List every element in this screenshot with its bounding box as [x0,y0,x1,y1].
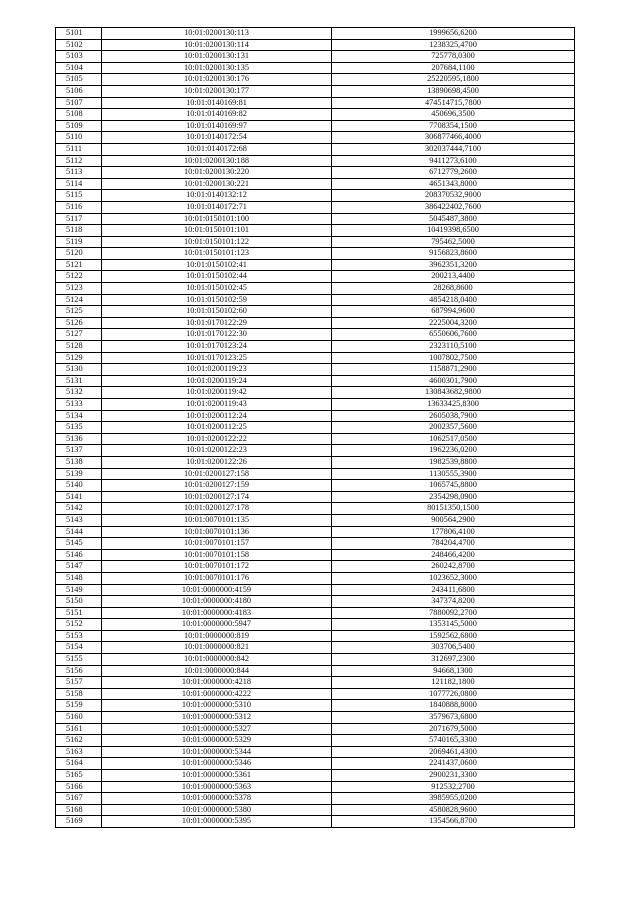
table-row [56,85,575,97]
value-cell: 4854218,0400 [332,294,575,306]
value-cell: 3985955,0200 [332,793,575,805]
row-number-cell: 5159 [56,700,102,712]
value-cell: 28268,8600 [332,283,575,295]
table-row [56,642,575,654]
value-cell: 1077726,0800 [332,688,575,700]
value-cell: 1238325,4700 [332,39,575,51]
cadastral-number-cell: 10:01:0150102:59 [102,294,332,306]
row-number-cell: 5102 [56,39,102,51]
value-cell: 94668,1300 [332,665,575,677]
table-row [56,758,575,770]
row-number-cell: 5151 [56,607,102,619]
table-row [56,259,575,271]
value-cell: 177806,4100 [332,526,575,538]
cadastral-number-cell: 10:01:0000000:5312 [102,712,332,724]
value-cell: 260242,8700 [332,561,575,573]
value-cell: 13633425,8300 [332,399,575,411]
table-row [56,549,575,561]
value-cell: 1065745,8800 [332,480,575,492]
row-number-cell: 5158 [56,688,102,700]
table-row [56,132,575,144]
cadastral-number-cell: 10:01:0200127:178 [102,503,332,515]
cadastral-number-cell: 10:01:0200130:220 [102,167,332,179]
cadastral-number-cell: 10:01:0150102:41 [102,259,332,271]
table-row [56,329,575,341]
row-number-cell: 5150 [56,596,102,608]
row-number-cell: 5160 [56,712,102,724]
cadastral-number-cell: 10:01:0140172:54 [102,132,332,144]
table-row [56,387,575,399]
table-row [56,526,575,538]
cadastral-number-cell: 10:01:0200119:23 [102,364,332,376]
cadastral-number-cell: 10:01:0150102:60 [102,306,332,318]
value-cell: 4580828,9600 [332,804,575,816]
table-row [56,433,575,445]
table-row [56,584,575,596]
table-row [56,109,575,121]
value-cell: 5740165,3300 [332,735,575,747]
table-row [56,514,575,526]
cadastral-number-cell: 10:01:0200130:221 [102,178,332,190]
row-number-cell: 5155 [56,654,102,666]
cadastral-number-cell: 10:01:0200130:114 [102,39,332,51]
cadastral-number-cell: 10:01:0000000:4222 [102,688,332,700]
table-row [56,700,575,712]
value-cell: 312697,2300 [332,654,575,666]
row-number-cell: 5148 [56,572,102,584]
cadastral-number-cell: 10:01:0200130:135 [102,62,332,74]
cadastral-number-cell: 10:01:0000000:5327 [102,723,332,735]
row-number-cell: 5141 [56,491,102,503]
table-row [56,167,575,179]
table-row [56,561,575,573]
cadastral-number-cell: 10:01:0200130:131 [102,51,332,63]
row-number-cell: 5133 [56,399,102,411]
table-row [56,491,575,503]
row-number-cell: 5122 [56,271,102,283]
value-cell: 450696,3500 [332,109,575,121]
row-number-cell: 5114 [56,178,102,190]
table-row [56,283,575,295]
value-cell: 1007802,7500 [332,352,575,364]
table-row [56,352,575,364]
cadastral-number-cell: 10:01:0170123:24 [102,341,332,353]
row-number-cell: 5144 [56,526,102,538]
row-number-cell: 5106 [56,85,102,97]
value-cell: 1354566,8700 [332,816,575,828]
value-cell: 2323110,5100 [332,341,575,353]
row-number-cell: 5111 [56,143,102,155]
cadastral-number-cell: 10:01:0000000:4159 [102,584,332,596]
row-number-cell: 5125 [56,306,102,318]
row-number-cell: 5156 [56,665,102,677]
row-number-cell: 5119 [56,236,102,248]
table-row [56,97,575,109]
cadastral-number-cell: 10:01:0200122:22 [102,433,332,445]
row-number-cell: 5140 [56,480,102,492]
row-number-cell: 5152 [56,619,102,631]
value-cell: 1962236,0200 [332,445,575,457]
table-row [56,155,575,167]
table-row [56,375,575,387]
cadastral-number-cell: 10:01:0200122:23 [102,445,332,457]
row-number-cell: 5169 [56,816,102,828]
value-cell: 130843682,9800 [332,387,575,399]
value-cell: 1023652,3000 [332,572,575,584]
value-cell: 1353145,5000 [332,619,575,631]
table-row [56,271,575,283]
cadastral-number-cell: 10:01:0000000:5380 [102,804,332,816]
value-cell: 795462,5000 [332,236,575,248]
row-number-cell: 5126 [56,317,102,329]
value-cell: 3579673,6800 [332,712,575,724]
cadastral-number-cell: 10:01:0000000:842 [102,654,332,666]
table-row [56,619,575,631]
row-number-cell: 5153 [56,630,102,642]
cadastral-value-table [55,27,575,828]
cadastral-number-cell: 10:01:0140169:81 [102,97,332,109]
cadastral-number-cell: 10:01:0140169:97 [102,120,332,132]
value-cell: 4651343,8000 [332,178,575,190]
table-row [56,781,575,793]
cadastral-number-cell: 10:01:0150102:45 [102,283,332,295]
value-cell: 6550606,7600 [332,329,575,341]
value-cell: 10419398,6500 [332,225,575,237]
value-cell: 9156823,8600 [332,248,575,260]
cadastral-number-cell: 10:01:0000000:4183 [102,607,332,619]
value-cell: 2002357,5600 [332,422,575,434]
row-number-cell: 5145 [56,538,102,550]
row-number-cell: 5164 [56,758,102,770]
value-cell: 1840888,8000 [332,700,575,712]
table-row [56,364,575,376]
cadastral-number-cell: 10:01:0200112:24 [102,410,332,422]
row-number-cell: 5168 [56,804,102,816]
cadastral-number-cell: 10:01:0150101:122 [102,236,332,248]
cadastral-number-cell: 10:01:0000000:5363 [102,781,332,793]
table-row [56,677,575,689]
row-number-cell: 5157 [56,677,102,689]
value-cell: 1982539,8800 [332,456,575,468]
row-number-cell: 5128 [56,341,102,353]
cadastral-number-cell: 10:01:0000000:821 [102,642,332,654]
row-number-cell: 5124 [56,294,102,306]
value-cell: 1158871,2900 [332,364,575,376]
value-cell: 306877466,4000 [332,132,575,144]
value-cell: 347374,8200 [332,596,575,608]
table-row [56,816,575,828]
value-cell: 200213,4400 [332,271,575,283]
row-number-cell: 5103 [56,51,102,63]
cadastral-number-cell: 10:01:0200119:24 [102,375,332,387]
row-number-cell: 5131 [56,375,102,387]
table-row [56,399,575,411]
row-number-cell: 5123 [56,283,102,295]
table-row [56,607,575,619]
value-cell: 121182,1800 [332,677,575,689]
table-row [56,480,575,492]
table-row [56,422,575,434]
row-number-cell: 5117 [56,213,102,225]
table-row [56,62,575,74]
cadastral-number-cell: 10:01:0070101:172 [102,561,332,573]
table-row [56,630,575,642]
row-number-cell: 5167 [56,793,102,805]
table-row [56,665,575,677]
row-number-cell: 5108 [56,109,102,121]
value-cell: 4600301,7900 [332,375,575,387]
cadastral-number-cell: 10:01:0000000:5378 [102,793,332,805]
cadastral-number-cell: 10:01:0200122:26 [102,456,332,468]
value-cell: 3962351,3200 [332,259,575,271]
value-cell: 1592562,6800 [332,630,575,642]
cadastral-number-cell: 10:01:0200130:188 [102,155,332,167]
value-cell: 900564,2900 [332,514,575,526]
table-row [56,178,575,190]
cadastral-number-cell: 10:01:0000000:4218 [102,677,332,689]
row-number-cell: 5118 [56,225,102,237]
table-row [56,225,575,237]
cadastral-number-cell: 10:01:0200127:158 [102,468,332,480]
cadastral-number-cell: 10:01:0170122:29 [102,317,332,329]
cadastral-number-cell: 10:01:0170123:25 [102,352,332,364]
value-cell: 303706,5400 [332,642,575,654]
value-cell: 1130555,3900 [332,468,575,480]
row-number-cell: 5137 [56,445,102,457]
table-row [56,445,575,457]
value-cell: 7880092,2700 [332,607,575,619]
row-number-cell: 5107 [56,97,102,109]
cadastral-number-cell: 10:01:0150101:101 [102,225,332,237]
cadastral-number-cell: 10:01:0070101:176 [102,572,332,584]
table-row [56,236,575,248]
table-row [56,28,575,40]
table-row [56,538,575,550]
table-row [56,51,575,63]
value-cell: 474514715,7800 [332,97,575,109]
table-row [56,201,575,213]
table-row [56,341,575,353]
table-row [56,143,575,155]
cadastral-number-cell: 10:01:0000000:5361 [102,770,332,782]
cadastral-number-cell: 10:01:0140172:71 [102,201,332,213]
table-row [56,723,575,735]
table-row [56,804,575,816]
row-number-cell: 5139 [56,468,102,480]
cadastral-number-cell: 10:01:0200127:159 [102,480,332,492]
row-number-cell: 5115 [56,190,102,202]
value-cell: 1062517,0500 [332,433,575,445]
row-number-cell: 5166 [56,781,102,793]
table-row [56,793,575,805]
row-number-cell: 5132 [56,387,102,399]
cadastral-number-cell: 10:01:0150102:44 [102,271,332,283]
table-row [56,213,575,225]
cadastral-number-cell: 10:01:0200119:43 [102,399,332,411]
table-row [56,456,575,468]
table-row [56,190,575,202]
row-number-cell: 5136 [56,433,102,445]
row-number-cell: 5104 [56,62,102,74]
table-row [56,688,575,700]
value-cell: 1999656,6200 [332,28,575,40]
cadastral-number-cell: 10:01:0000000:5329 [102,735,332,747]
value-cell: 912532,2700 [332,781,575,793]
table-row [56,306,575,318]
value-cell: 2605038,7900 [332,410,575,422]
table-row [56,410,575,422]
cadastral-number-cell: 10:01:0200127:174 [102,491,332,503]
table-row [56,468,575,480]
table-row [56,770,575,782]
cadastral-number-cell: 10:01:0200130:177 [102,85,332,97]
row-number-cell: 5110 [56,132,102,144]
value-cell: 6712779,2600 [332,167,575,179]
row-number-cell: 5130 [56,364,102,376]
value-cell: 2241437,0600 [332,758,575,770]
value-cell: 2069461,4300 [332,746,575,758]
value-cell: 2071679,5000 [332,723,575,735]
value-cell: 2900231,3300 [332,770,575,782]
table-row [56,317,575,329]
cadastral-number-cell: 10:01:0000000:5395 [102,816,332,828]
row-number-cell: 5154 [56,642,102,654]
row-number-cell: 5105 [56,74,102,86]
table-row [56,503,575,515]
cadastral-number-cell: 10:01:0000000:4180 [102,596,332,608]
row-number-cell: 5143 [56,514,102,526]
row-number-cell: 5121 [56,259,102,271]
value-cell: 9411273,6100 [332,155,575,167]
table-row [56,712,575,724]
cadastral-number-cell: 10:01:0150101:100 [102,213,332,225]
cadastral-number-cell: 10:01:0070101:135 [102,514,332,526]
row-number-cell: 5138 [56,456,102,468]
row-number-cell: 5163 [56,746,102,758]
cadastral-number-cell: 10:01:0140172:68 [102,143,332,155]
value-cell: 386422402,7600 [332,201,575,213]
row-number-cell: 5161 [56,723,102,735]
row-number-cell: 5147 [56,561,102,573]
cadastral-number-cell: 10:01:0150101:123 [102,248,332,260]
row-number-cell: 5146 [56,549,102,561]
value-cell: 2354298,0900 [332,491,575,503]
cadastral-number-cell: 10:01:0070101:157 [102,538,332,550]
value-cell: 207684,1100 [332,62,575,74]
cadastral-number-cell: 10:01:0170122:30 [102,329,332,341]
cadastral-number-cell: 10:01:0000000:5346 [102,758,332,770]
table-row [56,596,575,608]
value-cell: 2225004,3200 [332,317,575,329]
row-number-cell: 5142 [56,503,102,515]
row-number-cell: 5134 [56,410,102,422]
value-cell: 725778,0300 [332,51,575,63]
value-cell: 5045487,3800 [332,213,575,225]
value-cell: 687994,9600 [332,306,575,318]
row-number-cell: 5162 [56,735,102,747]
cadastral-number-cell: 10:01:0200119:42 [102,387,332,399]
row-number-cell: 5149 [56,584,102,596]
cadastral-number-cell: 10:01:0000000:5310 [102,700,332,712]
cadastral-number-cell: 10:01:0200112:25 [102,422,332,434]
row-number-cell: 5127 [56,329,102,341]
cadastral-number-cell: 10:01:0200130:176 [102,74,332,86]
value-cell: 248466,4200 [332,549,575,561]
cadastral-number-cell: 10:01:0070101:158 [102,549,332,561]
value-cell: 784204,4700 [332,538,575,550]
row-number-cell: 5101 [56,28,102,40]
table-row [56,746,575,758]
value-cell: 80151350,1500 [332,503,575,515]
value-cell: 243411,6800 [332,584,575,596]
value-cell: 25220595,1800 [332,74,575,86]
value-cell: 7708354,1500 [332,120,575,132]
row-number-cell: 5120 [56,248,102,260]
row-number-cell: 5135 [56,422,102,434]
table-body [56,28,575,828]
table-row [56,735,575,747]
row-number-cell: 5129 [56,352,102,364]
row-number-cell: 5112 [56,155,102,167]
value-cell: 13890698,4500 [332,85,575,97]
table-row [56,294,575,306]
cadastral-number-cell: 10:01:0200130:113 [102,28,332,40]
cadastral-number-cell: 10:01:0000000:819 [102,630,332,642]
row-number-cell: 5116 [56,201,102,213]
table-row [56,654,575,666]
row-number-cell: 5109 [56,120,102,132]
cadastral-number-cell: 10:01:0000000:5344 [102,746,332,758]
cadastral-number-cell: 10:01:0070101:136 [102,526,332,538]
cadastral-number-cell: 10:01:0000000:844 [102,665,332,677]
table-row [56,39,575,51]
cadastral-number-cell: 10:01:0140169:82 [102,109,332,121]
cadastral-number-cell: 10:01:0000000:5947 [102,619,332,631]
row-number-cell: 5165 [56,770,102,782]
value-cell: 208370532,9000 [332,190,575,202]
table-row [56,120,575,132]
table-row [56,74,575,86]
value-cell: 302037444,7100 [332,143,575,155]
row-number-cell: 5113 [56,167,102,179]
cadastral-number-cell: 10:01:0140132:12 [102,190,332,202]
table-row [56,572,575,584]
table-row [56,248,575,260]
